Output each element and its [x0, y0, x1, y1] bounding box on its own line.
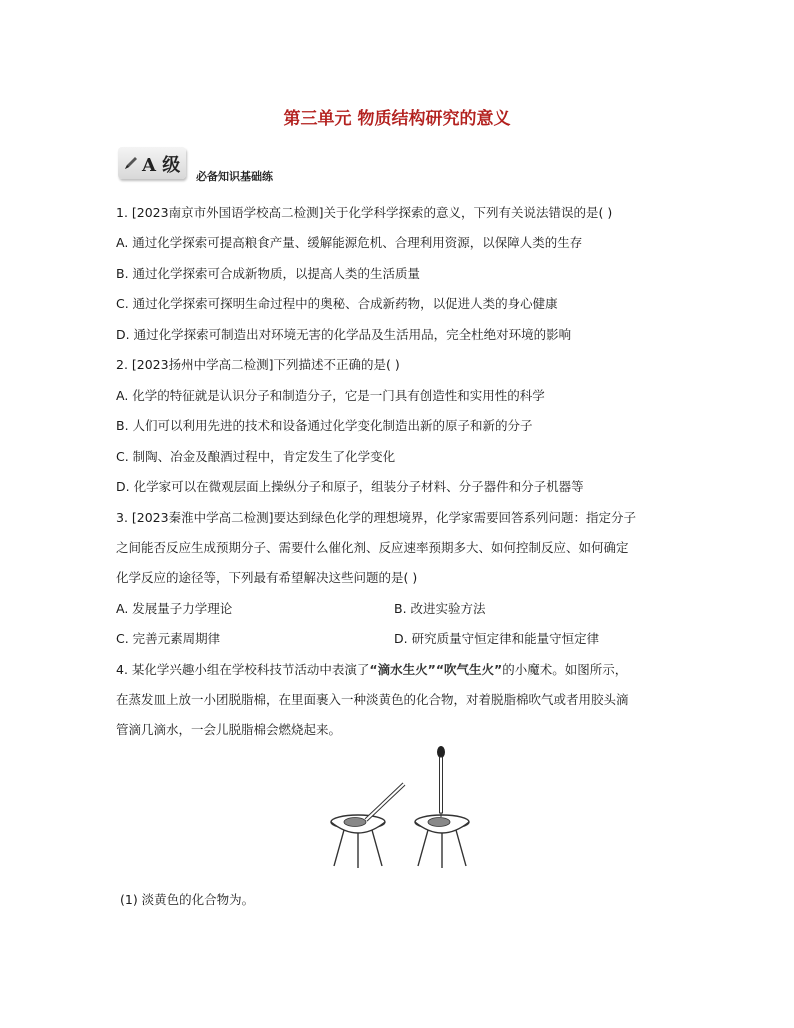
evaporating-dish-right — [415, 815, 469, 833]
question-1-stem: 1. [2023南京市外国语学校高二检测]关于化学科学探索的意义，下列有关说法错误的是( ) — [116, 205, 613, 220]
experiment-figure — [322, 746, 474, 868]
question-3-option-a: A. 发展量子力学理论 — [116, 601, 233, 616]
question-4-prefix: 4. 某化学兴趣小组在学校科技节活动中表演了 — [116, 662, 370, 677]
question-3-option-b: B. 改进实验方法 — [394, 601, 486, 616]
question-2-stem: 2. [2023扬州中学高二检测]下列描述不正确的是( ) — [116, 357, 400, 372]
question-4-stem-line-1 — [116, 660, 627, 678]
dropper — [437, 746, 445, 817]
question-2-option-d: D. 化学家可以在微观层面上操纵分子和原子，组装分子材料、分子器件和分子机器等 — [116, 479, 584, 494]
level-label: A 级 — [142, 155, 181, 176]
question-4-sub-1: (1) 淡黄色的化合物为。 — [120, 892, 255, 907]
question-4-stem-line-3: 管滴几滴水，一会儿脱脂棉会燃烧起来。 — [116, 722, 342, 737]
question-3-option-d: D. 研究质量守恒定律和能量守恒定律 — [394, 631, 600, 646]
question-4-stem-line-2: 在蒸发皿上放一小团脱脂棉，在里面裹入一种淡黄色的化合物，对着脱脂棉吹气或者用胶头滴 — [116, 692, 629, 707]
question-2-option-a: A. 化学的特征就是认识分子和制造分子，它是一门具有创造性和实用性的科学 — [116, 388, 545, 403]
question-2-option-b: B. 人们可以利用先进的技术和设备通过化学变化制造出新的原子和新的分子 — [116, 418, 533, 433]
section-label: 必备知识基础练 — [196, 170, 273, 183]
question-1-option-a: A. 通过化学探索可提高粮食产量、缓解能源危机、合理利用资源，以保障人类的生存 — [116, 235, 583, 250]
pencil-icon — [123, 155, 139, 171]
question-3-stem-line-2: 之间能否反应生成预期分子、需要什么催化剂、反应速率预期多大、如何控制反应、如何确定 — [116, 540, 629, 555]
question-4-quote: “滴水生火”“吹气生火” — [369, 662, 503, 677]
question-3-stem-line-1: 3. [2023秦淮中学高二检测]要达到绿色化学的理想境界，化学家需要回答系列问题：指定分子 — [116, 510, 636, 525]
blow-tube — [366, 784, 404, 820]
question-3-stem-line-3: 化学反应的途径等，下列最有希望解决这些问题的是( ) — [116, 570, 418, 585]
question-1-option-b: B. 通过化学探索可合成新物质，以提高人类的生活质量 — [116, 266, 421, 281]
tripod-right — [418, 830, 466, 868]
page-title: 第三单元 物质结构研究的意义 — [283, 109, 511, 129]
level-badge — [118, 147, 186, 179]
question-1-option-c: C. 通过化学探索可探明生命过程中的奥秘、合成新药物，以促进人类的身心健康 — [116, 296, 558, 311]
tripod-left — [334, 830, 382, 868]
question-3-option-c: C. 完善元素周期律 — [116, 631, 221, 646]
question-4-suffix: 的小魔术。如图所示， — [502, 662, 628, 677]
question-2-option-c: C. 制陶、冶金及酿酒过程中，肯定发生了化学变化 — [116, 449, 396, 464]
question-1-option-d: D. 通过化学探索可制造出对环境无害的化学品及生活用品，完全杜绝对环境的影响 — [116, 327, 572, 342]
evaporating-dish-left — [331, 815, 385, 833]
